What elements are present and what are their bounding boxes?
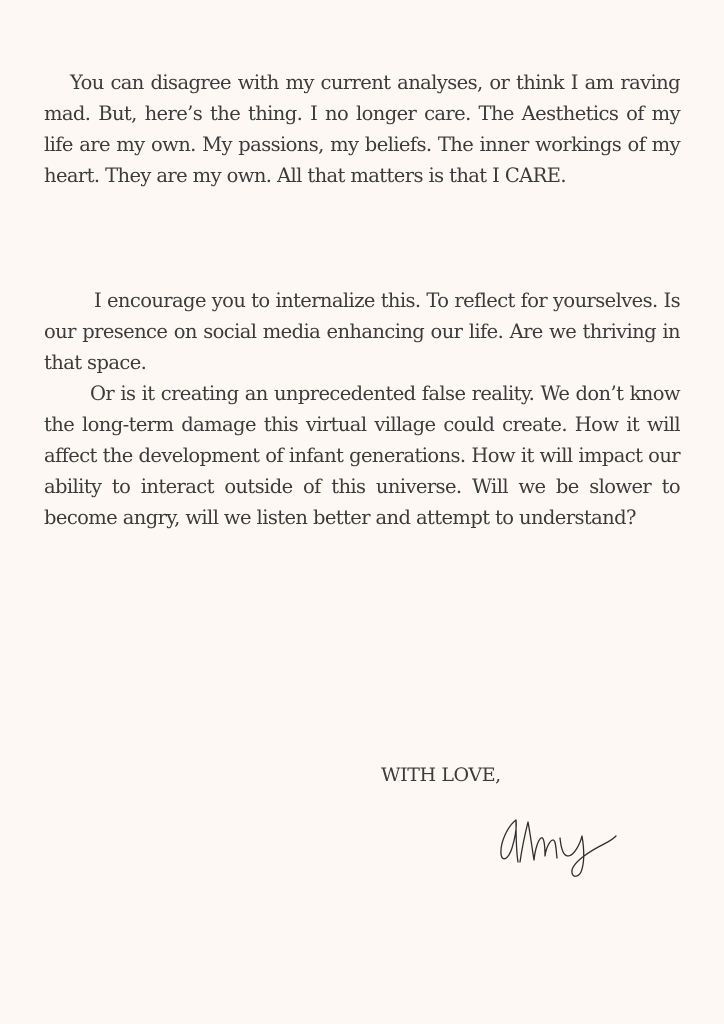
paragraph-1: You can disagree with my current analyses, or think I am raving mad. But, here’s the thing. I no longer care. The Aesthetics of my life are my own. My passions, my beliefs. The inner workings of my heart. They are my own. All that matters is that I CARE. xyxy=(44,71,680,187)
closing-salutation: WITH LOVE, xyxy=(381,764,501,786)
handwritten-signature xyxy=(494,808,624,880)
paragraph-3: Or is it creating an unprecedented false reality. We don’t know the long-term damage this virtual village could create. How it will affect the development of infant generations. How it will impact our ability to interact outside of this universe. Will we be slower to become angry, will we listen better and attempt to understand? xyxy=(44,382,680,529)
paragraph-2: I encourage you to internalize this. To reflect for yourselves. Is our presence on social media enhancing our life. Are we thriving in that space. xyxy=(44,289,680,374)
